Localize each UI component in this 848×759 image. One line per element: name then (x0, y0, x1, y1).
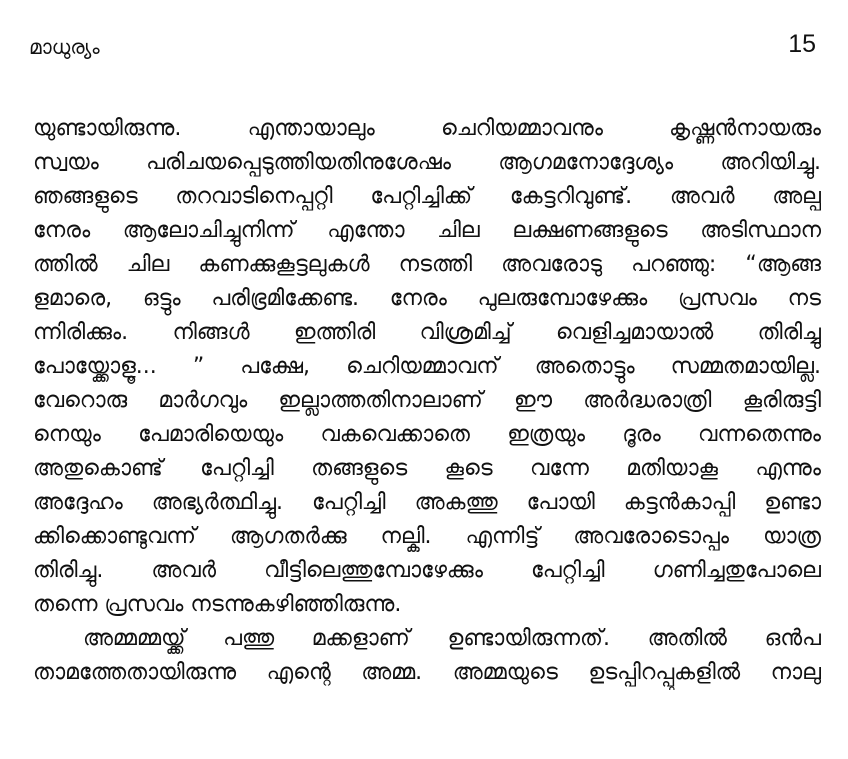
text-line: അതുകൊണ്ട് പേറ്റിച്ചി തങ്ങളുടെ കൂടെ വന്നേ മതിയാകൂ എന്നും (33, 456, 821, 481)
text-line: നേരം ആലോചിച്ചുനിന്ന് എന്തോ ചില ലക്ഷണങ്ങളുടെ അടിസ്ഥാന (33, 218, 821, 243)
text-line: വേറൊരു മാർഗവും ഇല്ലാത്തതിനാലാണ് ഈ അർദ്ധരാത്രി കൂരിരുട്ടി (33, 388, 821, 413)
text-line: ത്തിൽ ചില കണക്കുകൂട്ടലുകൾ നടത്തി അവരോടു പറഞ്ഞു: “ആങ്ങ (33, 252, 821, 277)
page-number: 15 (788, 30, 816, 58)
text-line: താമത്തേതായിരുന്നു എന്റെ അമ്മ. അമ്മയുടെ ഉടപ്പിറപ്പുകളിൽ നാലു (33, 660, 821, 685)
text-line: ളമാരെ, ഒട്ടും പരിഭ്രമിക്കേണ്ട. നേരം പുലരുമ്പോഴേക്കും പ്രസവം നട (33, 286, 821, 311)
text-line: പോയ്ക്കോളൂ... ” പക്ഷേ, ചെറിയമ്മാവന് അതൊട്ടും സമ്മതമായില്ല. (33, 354, 821, 379)
text-line: സ്വയം പരിചയപ്പെടുത്തിയതിനുശേഷം ആഗമനോദ്ദേശ്യം അറിയിച്ചു. (33, 150, 821, 175)
text-line: ഞങ്ങളുടെ തറവാടിനെപ്പറ്റി പേറ്റിച്ചിക്ക് കേട്ടറിവുണ്ട്. അവർ അല്പ (33, 184, 821, 209)
text-line: ക്കിക്കൊണ്ടുവന്ന് ആഗതർക്കു നല്കി. എന്നിട്ട് അവരോടൊപ്പം യാത്ര (33, 524, 821, 549)
text-line: നെയും പേമാരിയെയും വകവെക്കാതെ ഇത്രയും ദൂരം വന്നതെന്നും (33, 422, 821, 447)
text-line: യുണ്ടായിരുന്നു. എന്തായാലും ചെറിയമ്മാവനും കൃഷ്ണൻനായരും (33, 116, 821, 141)
text-line: ന്നിരിക്കും. നിങ്ങൾ ഇത്തിരി വിശ്രമിച്ച് വെളിച്ചമായാൽ തിരിച്ചു (33, 320, 821, 345)
text-line: തിരിച്ചു. അവർ വീട്ടിലെത്തുമ്പോഴേക്കും പേറ്റിച്ചി ഗണിച്ചതുപോലെ (33, 558, 821, 583)
running-header-title: മാധുര്യം (29, 35, 100, 59)
body-text (33, 112, 821, 690)
text-line: അദ്ദേഹം അഭ്യർത്ഥിച്ചു. പേറ്റിച്ചി അകത്തു പോയി കട്ടൻകാപ്പി ഉണ്ടാ (33, 490, 821, 515)
text-line-paragraph-end: തന്നെ പ്രസവം നടന്നുകഴിഞ്ഞിരുന്നു. (33, 592, 402, 617)
text-line-paragraph-start: അമ്മമ്മയ്ക്ക് പത്തു മക്കളാണ് ഉണ്ടായിരുന്നത്. അതിൽ ഒൻപ (83, 626, 821, 651)
